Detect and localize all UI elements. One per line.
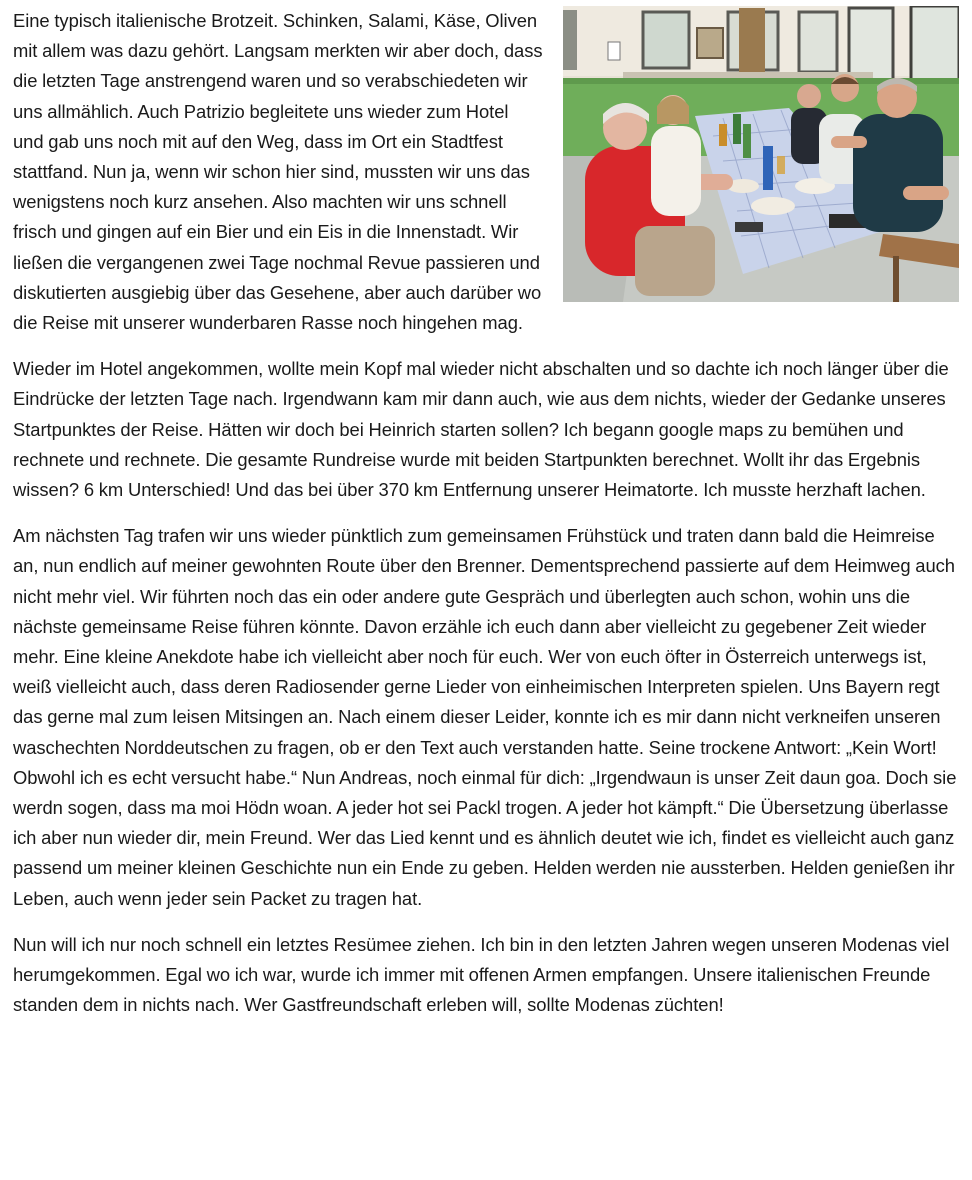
group-dinner-photo [563,6,959,302]
photo-illustration [563,6,959,302]
paragraph-1: Eine typisch italienische Brotzeit. Schinken, Salami, Käse, Oliven mit allem was dazu gehört. Langsam merkten wir aber doch, dass die letzten Tage anstrengend waren und so verabschiedeten wir uns allmählich. Auch Patrizio begleitete uns wieder zum Hotel und gab uns noch mit auf den Weg, dass im Ort ein Stadtfest stattfand. Nun ja, wenn wir schon hier sind, mussten wir uns das wenigstens noch kurz ansehen. Also machten wir uns schnell frisch und gingen auf ein Bier und ein Eis in die Innenstadt. Wir ließen die vergangenen zwei Tage nochmal Revue passieren und diskutierten ausgiebig über das Gesehene, aber auch darüber wo die Reise mit unserer wunderbaren Rasse noch hingehen mag. [13,10,543,334]
paragraph-2: Wieder im Hotel angekommen, wollte mein Kopf mal wieder nicht abschalten und so dachte ich noch länger über die Eindrücke der letzten Tage nach. Irgendwann kam mir dann auch, wie aus dem nichts, wieder der Gedanke unseres Startpunktes der Reise. Hätten wir doch bei Heinrich starten sollen? Ich begann google maps zu bemühen und rechnete und rechnete. Die gesamte Rundreise wurde mit beiden Startpunkten berechnet. Wollt ihr das Ergebnis wissen? 6 km Unterschied! Und das bei über 370 km Entfernung unserer Heimatorte. Ich musste herzhaft lachen. [13,358,949,501]
paragraph-4: Nun will ich nur noch schnell ein letztes Resümee ziehen. Ich bin in den letzten Jahren wegen unseren Modenas viel herumgekommen. Egal wo ich war, wurde ich immer mit offenen Armen empfangen. Unsere italienischen Freunde standen dem in nichts nach. Wer Gastfreundschaft erleben will, sollte Modenas züchten! [13,933,950,1016]
article [13,6,959,1021]
paragraph-3: Am nächsten Tag trafen wir uns wieder pünktlich zum gemeinsamen Frühstück und traten dann bald die Heimreise an, nun endlich auf meiner gewohnten Route über den Brenner. Dementsprechend passierte auf dem Heimweg auch nicht mehr viel. Wir führten noch das ein oder andere gute Gespräch und überlegten auch schon, wohin uns die nächste gemeinsame Reise führen könnte. Davon erzähle ich euch dann aber vielleicht zu gegebener Zeit wieder mehr. Eine kleine Anekdote habe ich vielleicht aber noch für euch. Wer von euch öfter in Österreich unterwegs ist, weiß vielleicht auch, dass deren Radiosender gerne Lieder von einheimischen Interpreten spielen. Uns Bayern regt das gerne mal zum leisen Mitsingen an. Nach einem dieser Leider, konnte ich es mir dann nicht verkneifen unseren waschechten Norddeutschen zu fragen, ob er den Text auch verstanden hatte. Seine trockene Antwort: „Kein Wort! Obwohl ich es echt versucht habe.“ Nun Andreas, noch einmal für dich: „Irgendwaun is unser Zeit daun goa. Doch sie werdn sogen, dass ma moi Hödn woan. A jeder hot sei Packl trogen. A jeder hot kämpft.“ Die Übersetzung überlasse ich aber nun wieder dir, mein Freund. Wer das Lied kennt und es ähnlich deutet wie ich, findet es vielleicht auch ganz passend um meiner kleinen Geschichte nun ein Ende zu geben. Helden werden nie aussterben. Helden genießen ihr Leben, auch wenn jeder sein Packet zu tragen hat. [13,525,957,909]
